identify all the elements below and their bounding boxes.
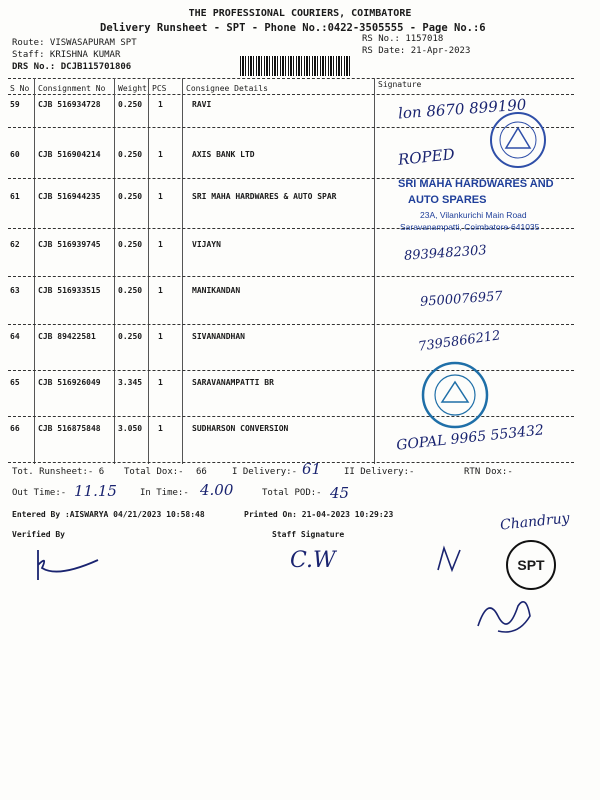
verified-by-label: Verified By [12, 530, 65, 539]
row-pcs: 1 [158, 150, 163, 159]
col-divider [34, 78, 35, 464]
rs-number: RS No.: 1157018 [362, 34, 444, 44]
i-delivery-value: 61 [302, 460, 322, 478]
company-title: THE PROFESSIONAL COURIERS, COIMBATORE [188, 8, 412, 19]
row-consignment: CJB 516904214 [38, 150, 101, 159]
row-weight: 0.250 [118, 240, 143, 249]
row-consignment: CJB 516944235 [38, 192, 101, 201]
col-divider [182, 78, 183, 464]
drs-number: DRS No.: DCJB115701806 [12, 62, 132, 72]
in-time-value: 4.00 [200, 481, 234, 499]
handwritten-signature-64: 7395866212 [417, 328, 502, 355]
row-pcs: 1 [158, 378, 163, 387]
verifier-signature-icon [28, 540, 108, 590]
row-consignee: VIJAYN [192, 240, 221, 249]
row-rule [8, 324, 574, 325]
row-consignee: SARAVANAMPATTI BR [192, 378, 274, 387]
row-weight: 0.250 [118, 150, 143, 159]
row-sno: 66 [10, 424, 20, 433]
row-consignee: SUDHARSON CONVERSION [192, 424, 289, 433]
row-consignment: CJB 516875848 [38, 424, 101, 433]
handwritten-signature-63: 9500076957 [419, 289, 504, 310]
row-consignee: SRI MAHA HARDWARES & AUTO SPAR [192, 192, 337, 201]
total-pod-label: Total POD:- [262, 488, 322, 498]
table-header-rule [8, 94, 574, 95]
row-consignment: CJB 516933515 [38, 286, 101, 295]
spt-stamp [506, 540, 556, 590]
in-time-label: In Time:- [140, 488, 189, 498]
right-signature: Chandruy [499, 510, 571, 534]
row-consignment: CJB 516926049 [38, 378, 101, 387]
handwritten-signature-66: GOPAL 9965 553432 [395, 422, 545, 454]
col-signature: Signature [378, 80, 422, 89]
row-pcs: 1 [158, 286, 163, 295]
bank-stamp-icon [420, 360, 490, 430]
staff-label: Staff: KRISHNA KUMAR [12, 50, 121, 60]
row-weight: 0.250 [118, 286, 143, 295]
total-dox-value: 66 [196, 467, 207, 477]
total-dox-label: Total Dox:- [124, 467, 184, 477]
col-pcs: PCS [152, 84, 167, 93]
col-divider [148, 78, 149, 464]
stamp-line: SRI MAHA HARDWARES AND [398, 178, 554, 190]
row-sno: 64 [10, 332, 20, 341]
ii-delivery-label: II Delivery:- [344, 467, 415, 477]
barcode [240, 56, 350, 76]
stamp-line: 23A, Vilankurichi Main Road [420, 210, 527, 220]
handwritten-signature-62: 8939482303 [403, 243, 488, 264]
staff-signature-label: Staff Signature [272, 530, 345, 539]
col-weight: Weight [118, 84, 147, 93]
entered-by: Entered By :AISWARYA 04/21/2023 10:58:48 [12, 510, 205, 519]
row-pcs: 1 [158, 100, 163, 109]
row-consignment: CJB 516939745 [38, 240, 101, 249]
total-runsheet: Tot. Runsheet:- 6 [12, 467, 105, 477]
row-consignee: RAVI [192, 100, 212, 109]
row-consignee: MANIKANDAN [192, 286, 241, 295]
row-sno: 61 [10, 192, 20, 201]
row-sno: 59 [10, 100, 20, 109]
row-pcs: 1 [158, 332, 163, 341]
out-time-label: Out Time:- [12, 488, 67, 498]
scribble-icon [468, 586, 538, 646]
row-rule [8, 276, 574, 277]
row-consignee: AXIS BANK LTD [192, 150, 255, 159]
row-sno: 60 [10, 150, 20, 159]
row-weight: 3.050 [118, 424, 143, 433]
out-time-value: 11.15 [74, 482, 117, 500]
scribble-icon [430, 540, 470, 580]
stamp-line: Saravanampatti, Coimbatore-641035 [400, 222, 540, 232]
row-pcs: 1 [158, 424, 163, 433]
table-bottom-rule [8, 462, 574, 463]
table-top-rule [8, 78, 574, 79]
printed-on: Printed On: 21-04-2023 10:29:23 [244, 510, 394, 519]
row-sno: 62 [10, 240, 20, 249]
row-sno: 63 [10, 286, 20, 295]
row-weight: 3.345 [118, 378, 143, 387]
handwritten-signature-60: ROPED [397, 145, 456, 169]
row-pcs: 1 [158, 240, 163, 249]
col-divider [374, 78, 375, 464]
row-weight: 0.250 [118, 192, 143, 201]
rtn-dox-label: RTN Dox:- [464, 467, 513, 477]
rs-date: RS Date: 21-Apr-2023 [362, 46, 471, 56]
col-divider [114, 78, 115, 464]
spt-stamp-text: SPT [517, 557, 545, 573]
row-weight: 0.250 [118, 332, 143, 341]
runsheet-subtitle: Delivery Runsheet - SPT - Phone No.:0422-3505555 - Page No.:6 [100, 22, 486, 34]
route-label: Route: VISWASAPURAM SPT [12, 38, 137, 48]
col-consignee: Consignee Details [186, 84, 268, 93]
i-delivery-label: I Delivery:- [232, 467, 298, 477]
round-stamp-icon [488, 110, 548, 170]
col-consignment: Consignment No [38, 84, 106, 93]
row-consignee: SIVANANDHAN [192, 332, 245, 341]
staff-signature: C.W [290, 548, 336, 573]
row-pcs: 1 [158, 192, 163, 201]
row-weight: 0.250 [118, 100, 143, 109]
total-pod-value: 45 [330, 484, 350, 502]
stamp-line: AUTO SPARES [408, 194, 487, 206]
row-consignment: CJB 516934728 [38, 100, 101, 109]
row-consignment: CJB 89422581 [38, 332, 96, 341]
handwritten-signature-59: lon 8670 899190 [397, 95, 527, 123]
row-sno: 65 [10, 378, 20, 387]
col-sno: S No [10, 84, 30, 93]
